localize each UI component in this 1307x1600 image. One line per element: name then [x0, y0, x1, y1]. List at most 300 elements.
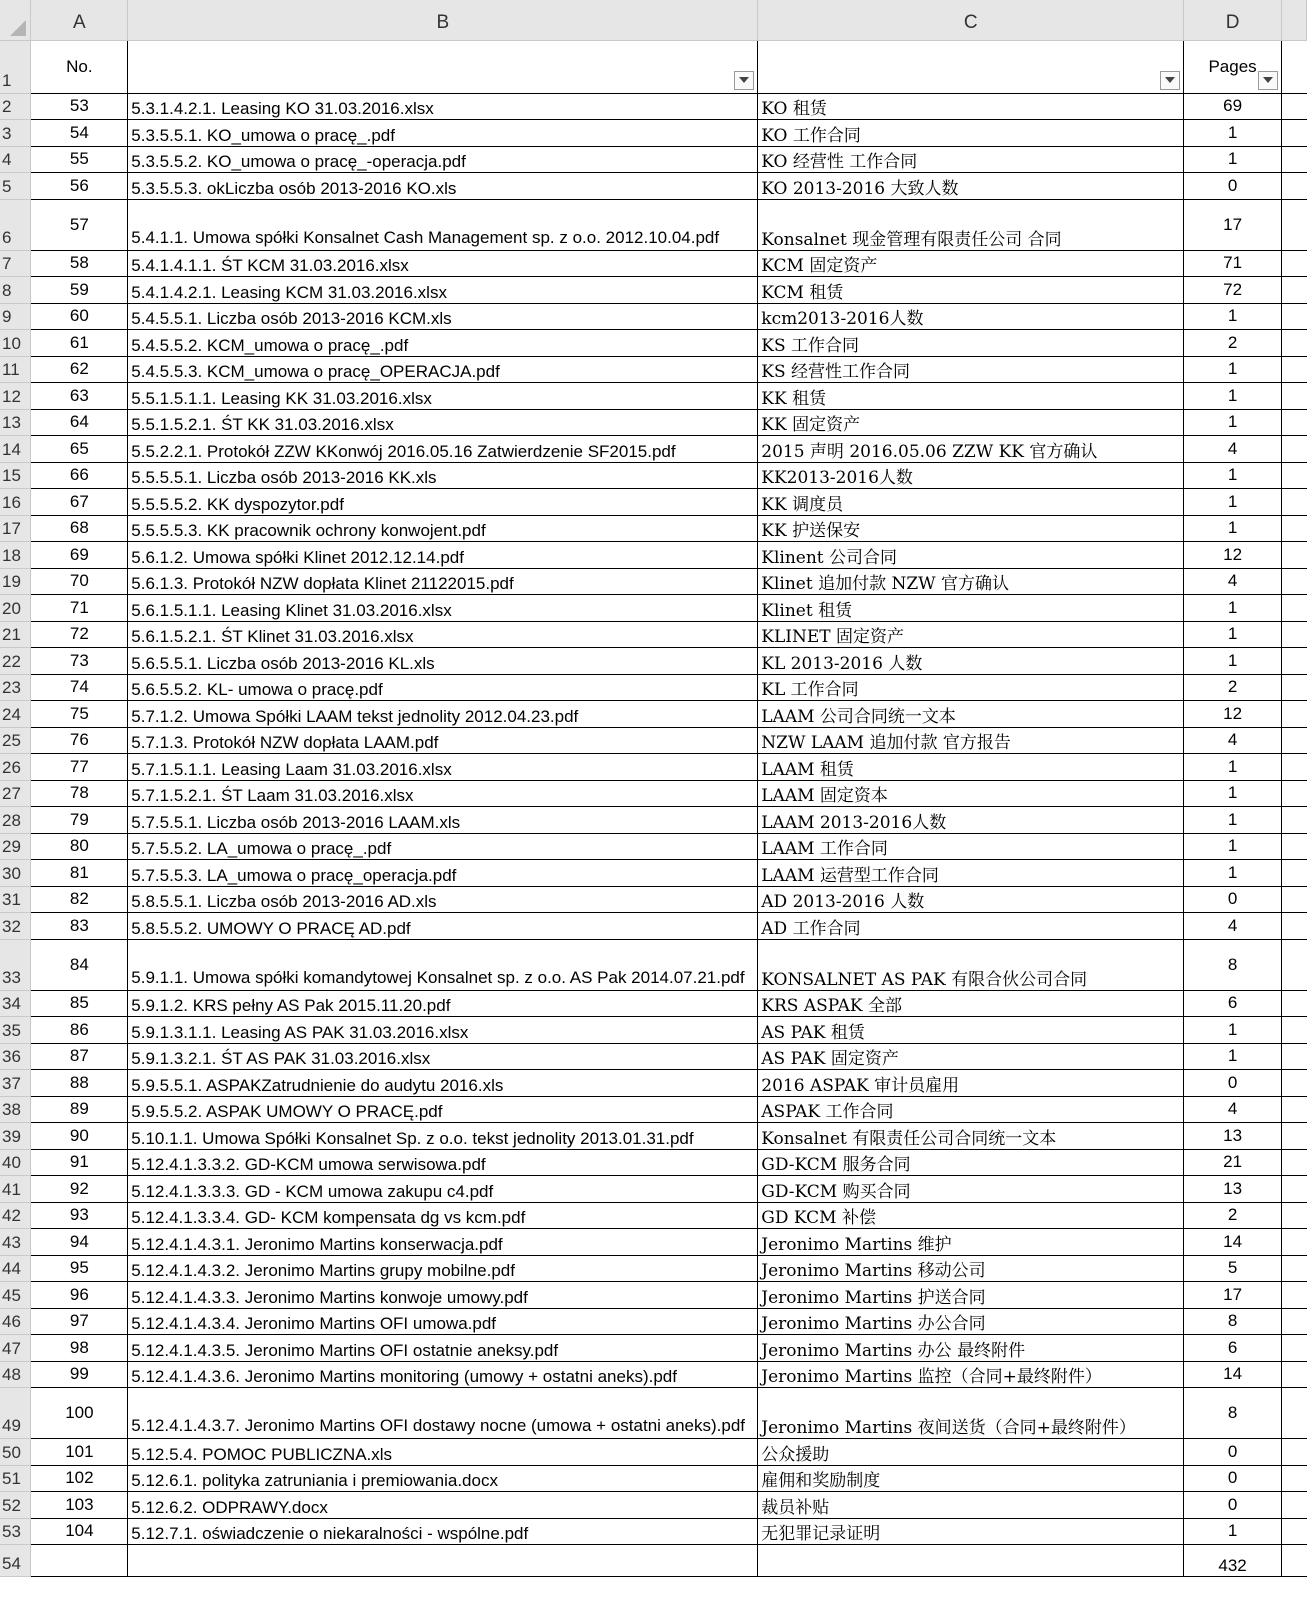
header-b-cell[interactable] [128, 40, 758, 93]
row-header[interactable]: 34 [0, 990, 31, 1017]
overflow-cell[interactable] [1282, 1123, 1307, 1150]
row-header[interactable]: 9 [0, 303, 31, 330]
cell-description[interactable]: AD 工作合同 [758, 913, 1184, 940]
cell-pages[interactable]: 72 [1184, 277, 1282, 304]
cell-no[interactable]: 77 [31, 754, 128, 781]
cell-no[interactable] [31, 1545, 128, 1577]
row-header[interactable]: 33 [0, 939, 31, 990]
overflow-cell[interactable] [1282, 40, 1307, 93]
row-header[interactable]: 42 [0, 1202, 31, 1229]
cell-no[interactable]: 101 [31, 1439, 128, 1466]
cell-no[interactable]: 73 [31, 648, 128, 675]
cell-filename[interactable]: 5.7.1.2. Umowa Spółki LAAM tekst jednolity 2012.04.23.pdf [128, 701, 758, 728]
cell-description[interactable]: Jeronimo Martins 维护 [758, 1229, 1184, 1256]
cell-no[interactable]: 98 [31, 1335, 128, 1362]
overflow-cell[interactable] [1282, 515, 1307, 542]
overflow-cell[interactable] [1282, 436, 1307, 463]
cell-no[interactable]: 62 [31, 356, 128, 383]
cell-filename[interactable]: 5.9.1.1. Umowa spółki komandytowej Konsalnet sp. z o.o. AS Pak 2014.07.21.pdf [128, 939, 758, 990]
cell-pages[interactable]: 1 [1184, 754, 1282, 781]
row-header[interactable]: 48 [0, 1361, 31, 1388]
cell-description[interactable]: 无犯罪记录证明 [758, 1518, 1184, 1545]
overflow-cell[interactable] [1282, 595, 1307, 622]
row-header[interactable]: 44 [0, 1255, 31, 1282]
cell-description[interactable]: KRS ASPAK 全部 [758, 990, 1184, 1017]
cell-pages[interactable]: 1 [1184, 648, 1282, 675]
cell-filename[interactable]: 5.4.5.5.1. Liczba osób 2013-2016 KCM.xls [128, 303, 758, 330]
cell-pages[interactable]: 2 [1184, 1202, 1282, 1229]
row-header[interactable]: 32 [0, 913, 31, 940]
row-header[interactable]: 16 [0, 489, 31, 516]
overflow-cell[interactable] [1282, 1465, 1307, 1492]
overflow-cell[interactable] [1282, 1255, 1307, 1282]
row-header[interactable]: 20 [0, 595, 31, 622]
cell-no[interactable]: 71 [31, 595, 128, 622]
overflow-cell[interactable] [1282, 93, 1307, 120]
cell-no[interactable]: 93 [31, 1202, 128, 1229]
row-header[interactable]: 11 [0, 356, 31, 383]
cell-no[interactable]: 82 [31, 886, 128, 913]
cell-description[interactable]: KL 工作合同 [758, 674, 1184, 701]
overflow-cell[interactable] [1282, 303, 1307, 330]
cell-filename[interactable]: 5.12.4.1.4.3.5. Jeronimo Martins OFI ostatnie aneksy.pdf [128, 1335, 758, 1362]
cell-filename[interactable]: 5.12.4.1.4.3.2. Jeronimo Martins grupy mobilne.pdf [128, 1255, 758, 1282]
cell-no[interactable]: 84 [31, 939, 128, 990]
cell-no[interactable]: 81 [31, 860, 128, 887]
cell-pages[interactable]: 0 [1184, 173, 1282, 200]
cell-no[interactable]: 79 [31, 807, 128, 834]
cell-description[interactable]: ASPAK 工作合同 [758, 1096, 1184, 1123]
row-header[interactable]: 5 [0, 173, 31, 200]
column-header-c[interactable]: C [758, 0, 1184, 40]
cell-pages[interactable]: 8 [1184, 1388, 1282, 1439]
cell-pages[interactable]: 2 [1184, 330, 1282, 357]
cell-description[interactable]: KS 工作合同 [758, 330, 1184, 357]
cell-filename[interactable]: 5.12.5.4. POMOC PUBLICZNA.xls [128, 1439, 758, 1466]
overflow-cell[interactable] [1282, 330, 1307, 357]
cell-pages[interactable]: 17 [1184, 199, 1282, 250]
cell-filename[interactable]: 5.4.1.4.2.1. Leasing KCM 31.03.2016.xlsx [128, 277, 758, 304]
cell-pages[interactable]: 1 [1184, 356, 1282, 383]
cell-description[interactable]: KK 护送保安 [758, 515, 1184, 542]
overflow-cell[interactable] [1282, 489, 1307, 516]
cell-filename[interactable]: 5.9.5.5.2. ASPAK UMOWY O PRACĘ.pdf [128, 1096, 758, 1123]
cell-filename[interactable]: 5.7.1.3. Protokół NZW dopłata LAAM.pdf [128, 727, 758, 754]
cell-no[interactable]: 66 [31, 462, 128, 489]
header-pages-cell[interactable] [1184, 40, 1282, 93]
cell-description[interactable]: KK 固定资产 [758, 409, 1184, 436]
cell-no[interactable]: 92 [31, 1176, 128, 1203]
filter-dropdown-button-c[interactable] [1160, 71, 1180, 90]
cell-pages[interactable]: 6 [1184, 1335, 1282, 1362]
row-header[interactable]: 39 [0, 1123, 31, 1150]
cell-filename[interactable]: 5.9.5.5.1. ASPAKZatrudnienie do audytu 2016.xls [128, 1070, 758, 1097]
cell-filename[interactable]: 5.12.4.1.4.3.6. Jeronimo Martins monitoring (umowy + ostatni aneks).pdf [128, 1361, 758, 1388]
cell-pages[interactable]: 17 [1184, 1282, 1282, 1309]
overflow-cell[interactable] [1282, 1229, 1307, 1256]
cell-filename[interactable]: 5.4.5.5.2. KCM_umowa o pracę_.pdf [128, 330, 758, 357]
cell-description[interactable]: Jeronimo Martins 移动公司 [758, 1255, 1184, 1282]
cell-description[interactable]: Klinet 追加付款 NZW 官方确认 [758, 568, 1184, 595]
overflow-cell[interactable] [1282, 648, 1307, 675]
row-header[interactable]: 41 [0, 1176, 31, 1203]
cell-no[interactable]: 90 [31, 1123, 128, 1150]
cell-pages[interactable]: 1 [1184, 146, 1282, 173]
cell-no[interactable]: 67 [31, 489, 128, 516]
cell-pages[interactable]: 1 [1184, 1043, 1282, 1070]
cell-filename[interactable] [128, 1545, 758, 1577]
column-header-d[interactable]: D [1184, 0, 1282, 40]
row-header[interactable]: 30 [0, 860, 31, 887]
cell-filename[interactable]: 5.12.4.1.3.3.2. GD-KCM umowa serwisowa.pdf [128, 1149, 758, 1176]
cell-description[interactable]: GD KCM 补偿 [758, 1202, 1184, 1229]
cell-filename[interactable]: 5.5.5.5.2. KK dyspozytor.pdf [128, 489, 758, 516]
overflow-cell[interactable] [1282, 250, 1307, 277]
cell-description[interactable] [758, 1545, 1184, 1577]
cell-description[interactable]: Konsalnet 有限责任公司合同统一文本 [758, 1123, 1184, 1150]
cell-filename[interactable]: 5.9.1.3.2.1. ŚT AS PAK 31.03.2016.xlsx [128, 1043, 758, 1070]
cell-no[interactable]: 99 [31, 1361, 128, 1388]
row-header[interactable]: 46 [0, 1308, 31, 1335]
overflow-cell[interactable] [1282, 807, 1307, 834]
row-header[interactable]: 31 [0, 886, 31, 913]
row-header[interactable]: 3 [0, 120, 31, 147]
cell-no[interactable]: 63 [31, 383, 128, 410]
cell-filename[interactable]: 5.4.1.1. Umowa spółki Konsalnet Cash Management sp. z o.o. 2012.10.04.pdf [128, 199, 758, 250]
cell-description[interactable]: Klinent 公司合同 [758, 542, 1184, 569]
overflow-cell[interactable] [1282, 409, 1307, 436]
cell-description[interactable]: Jeronimo Martins 监控（合同+最终附件） [758, 1361, 1184, 1388]
overflow-cell[interactable] [1282, 621, 1307, 648]
cell-no[interactable]: 88 [31, 1070, 128, 1097]
row-header[interactable]: 18 [0, 542, 31, 569]
overflow-cell[interactable] [1282, 542, 1307, 569]
cell-no[interactable]: 102 [31, 1465, 128, 1492]
row-header[interactable]: 19 [0, 568, 31, 595]
cell-description[interactable]: Jeronimo Martins 办公 最终附件 [758, 1335, 1184, 1362]
overflow-cell[interactable] [1282, 1545, 1307, 1577]
row-header[interactable]: 25 [0, 727, 31, 754]
overflow-cell[interactable] [1282, 1043, 1307, 1070]
overflow-cell[interactable] [1282, 913, 1307, 940]
filter-dropdown-button-b[interactable] [734, 71, 754, 90]
cell-filename[interactable]: 5.5.2.2.1. Protokół ZZW KKonwój 2016.05.16 Zatwierdzenie SF2015.pdf [128, 436, 758, 463]
cell-description[interactable]: 2016 ASPAK 审计员雇用 [758, 1070, 1184, 1097]
row-header[interactable]: 13 [0, 409, 31, 436]
cell-filename[interactable]: 5.4.5.5.3. KCM_umowa o pracę_OPERACJA.pdf [128, 356, 758, 383]
cell-no[interactable]: 97 [31, 1308, 128, 1335]
cell-pages[interactable]: 14 [1184, 1229, 1282, 1256]
overflow-cell[interactable] [1282, 383, 1307, 410]
cell-filename[interactable]: 5.7.5.5.2. LA_umowa o pracę_.pdf [128, 833, 758, 860]
cell-filename[interactable]: 5.8.5.5.1. Liczba osób 2013-2016 AD.xls [128, 886, 758, 913]
cell-no[interactable]: 55 [31, 146, 128, 173]
cell-filename[interactable]: 5.4.1.4.1.1. ŚT KCM 31.03.2016.xlsx [128, 250, 758, 277]
cell-pages[interactable]: 4 [1184, 727, 1282, 754]
cell-description[interactable]: KK2013-2016人数 [758, 462, 1184, 489]
row-header[interactable]: 40 [0, 1149, 31, 1176]
cell-filename[interactable]: 5.6.1.2. Umowa spółki Klinet 2012.12.14.pdf [128, 542, 758, 569]
cell-filename[interactable]: 5.6.5.5.1. Liczba osób 2013-2016 KL.xls [128, 648, 758, 675]
overflow-cell[interactable] [1282, 462, 1307, 489]
cell-filename[interactable]: 5.3.1.4.2.1. Leasing KO 31.03.2016.xlsx [128, 93, 758, 120]
cell-pages[interactable]: 1 [1184, 1518, 1282, 1545]
cell-description[interactable]: KONSALNET AS PAK 有限合伙公司合同 [758, 939, 1184, 990]
row-header[interactable]: 29 [0, 833, 31, 860]
cell-description[interactable]: KK 调度员 [758, 489, 1184, 516]
cell-pages[interactable]: 1 [1184, 780, 1282, 807]
cell-description[interactable]: KO 经营性 工作合同 [758, 146, 1184, 173]
cell-pages[interactable]: 1 [1184, 807, 1282, 834]
cell-pages[interactable]: 4 [1184, 568, 1282, 595]
cell-filename[interactable]: 5.5.5.5.1. Liczba osób 2013-2016 KK.xls [128, 462, 758, 489]
cell-description[interactable]: KS 经营性工作合同 [758, 356, 1184, 383]
row-header[interactable]: 1 [0, 40, 31, 93]
cell-filename[interactable]: 5.7.1.5.2.1. ŚT Laam 31.03.2016.xlsx [128, 780, 758, 807]
cell-pages[interactable]: 8 [1184, 1308, 1282, 1335]
row-header[interactable]: 35 [0, 1017, 31, 1044]
overflow-cell[interactable] [1282, 356, 1307, 383]
cell-pages[interactable]: 21 [1184, 1149, 1282, 1176]
cell-description[interactable]: KLINET 固定资产 [758, 621, 1184, 648]
row-header[interactable]: 51 [0, 1465, 31, 1492]
cell-pages[interactable]: 0 [1184, 886, 1282, 913]
cell-description[interactable]: KO 租赁 [758, 93, 1184, 120]
overflow-cell[interactable] [1282, 173, 1307, 200]
cell-description[interactable]: KO 2013-2016 大致人数 [758, 173, 1184, 200]
cell-pages-total[interactable]: 432 [1184, 1545, 1282, 1577]
cell-filename[interactable]: 5.12.7.1. oświadczenie o niekaralności - wspólne.pdf [128, 1518, 758, 1545]
row-header[interactable]: 10 [0, 330, 31, 357]
cell-filename[interactable]: 5.12.4.1.4.3.1. Jeronimo Martins konserwacja.pdf [128, 1229, 758, 1256]
column-header-b[interactable]: B [128, 0, 758, 40]
cell-pages[interactable]: 2 [1184, 674, 1282, 701]
header-no-cell[interactable] [31, 40, 128, 93]
cell-no[interactable]: 57 [31, 199, 128, 250]
cell-description[interactable]: LAAM 公司合同统一文本 [758, 701, 1184, 728]
cell-description[interactable]: kcm2013-2016人数 [758, 303, 1184, 330]
cell-pages[interactable]: 1 [1184, 489, 1282, 516]
overflow-cell[interactable] [1282, 1335, 1307, 1362]
cell-filename[interactable]: 5.6.1.5.1.1. Leasing Klinet 31.03.2016.xlsx [128, 595, 758, 622]
cell-description[interactable]: KCM 固定资产 [758, 250, 1184, 277]
cell-pages[interactable]: 8 [1184, 939, 1282, 990]
overflow-cell[interactable] [1282, 727, 1307, 754]
overflow-cell[interactable] [1282, 701, 1307, 728]
overflow-cell[interactable] [1282, 1017, 1307, 1044]
cell-pages[interactable]: 4 [1184, 913, 1282, 940]
overflow-cell[interactable] [1282, 146, 1307, 173]
cell-description[interactable]: Jeronimo Martins 夜间送货（合同+最终附件） [758, 1388, 1184, 1439]
cell-filename[interactable]: 5.7.5.5.3. LA_umowa o pracę_operacja.pdf [128, 860, 758, 887]
row-header[interactable]: 54 [0, 1545, 31, 1577]
row-header[interactable]: 12 [0, 383, 31, 410]
cell-filename[interactable]: 5.12.4.1.3.3.3. GD - KCM umowa zakupu c4.pdf [128, 1176, 758, 1203]
overflow-cell[interactable] [1282, 939, 1307, 990]
row-header[interactable]: 28 [0, 807, 31, 834]
row-header[interactable]: 22 [0, 648, 31, 675]
row-header[interactable]: 45 [0, 1282, 31, 1309]
cell-no[interactable]: 70 [31, 568, 128, 595]
cell-pages[interactable]: 0 [1184, 1465, 1282, 1492]
cell-no[interactable]: 59 [31, 277, 128, 304]
cell-filename[interactable]: 5.6.1.5.2.1. ŚT Klinet 31.03.2016.xlsx [128, 621, 758, 648]
cell-pages[interactable]: 4 [1184, 1096, 1282, 1123]
cell-pages[interactable]: 12 [1184, 542, 1282, 569]
overflow-cell[interactable] [1282, 568, 1307, 595]
cell-filename[interactable]: 5.12.4.1.4.3.4. Jeronimo Martins OFI umowa.pdf [128, 1308, 758, 1335]
cell-description[interactable]: LAAM 租赁 [758, 754, 1184, 781]
cell-no[interactable]: 69 [31, 542, 128, 569]
cell-description[interactable]: KL 2013-2016 人数 [758, 648, 1184, 675]
cell-filename[interactable]: 5.5.1.5.1.1. Leasing KK 31.03.2016.xlsx [128, 383, 758, 410]
cell-filename[interactable]: 5.6.1.3. Protokół NZW dopłata Klinet 21122015.pdf [128, 568, 758, 595]
cell-filename[interactable]: 5.12.4.1.4.3.7. Jeronimo Martins OFI dostawy nocne (umowa + ostatni aneks).pdf [128, 1388, 758, 1439]
cell-no[interactable]: 103 [31, 1492, 128, 1519]
cell-description[interactable]: KK 租赁 [758, 383, 1184, 410]
overflow-cell[interactable] [1282, 1361, 1307, 1388]
cell-filename[interactable]: 5.9.1.3.1.1. Leasing AS PAK 31.03.2016.xlsx [128, 1017, 758, 1044]
row-header[interactable]: 21 [0, 621, 31, 648]
overflow-cell[interactable] [1282, 1202, 1307, 1229]
select-all-corner[interactable] [0, 0, 31, 40]
cell-filename[interactable]: 5.12.4.1.4.3.3. Jeronimo Martins konwoje umowy.pdf [128, 1282, 758, 1309]
cell-filename[interactable]: 5.6.5.5.2. KL- umowa o pracę.pdf [128, 674, 758, 701]
overflow-cell[interactable] [1282, 860, 1307, 887]
cell-description[interactable]: GD-KCM 服务合同 [758, 1149, 1184, 1176]
overflow-cell[interactable] [1282, 120, 1307, 147]
cell-filename[interactable]: 5.3.5.5.1. KO_umowa o pracę_.pdf [128, 120, 758, 147]
cell-description[interactable]: LAAM 运营型工作合同 [758, 860, 1184, 887]
cell-no[interactable]: 83 [31, 913, 128, 940]
cell-no[interactable]: 75 [31, 701, 128, 728]
cell-pages[interactable]: 13 [1184, 1123, 1282, 1150]
cell-description[interactable]: KCM 租赁 [758, 277, 1184, 304]
cell-pages[interactable]: 13 [1184, 1176, 1282, 1203]
cell-description[interactable]: NZW LAAM 追加付款 官方报告 [758, 727, 1184, 754]
cell-pages[interactable]: 1 [1184, 860, 1282, 887]
cell-description[interactable]: Jeronimo Martins 护送合同 [758, 1282, 1184, 1309]
overflow-cell[interactable] [1282, 277, 1307, 304]
cell-description[interactable]: LAAM 工作合同 [758, 833, 1184, 860]
cell-filename[interactable]: 5.12.4.1.3.3.4. GD- KCM kompensata dg vs kcm.pdf [128, 1202, 758, 1229]
row-header[interactable]: 36 [0, 1043, 31, 1070]
cell-description[interactable]: AD 2013-2016 人数 [758, 886, 1184, 913]
overflow-cell[interactable] [1282, 833, 1307, 860]
cell-no[interactable]: 76 [31, 727, 128, 754]
row-header[interactable]: 7 [0, 250, 31, 277]
row-header[interactable]: 17 [0, 515, 31, 542]
cell-filename[interactable]: 5.3.5.5.3. okLiczba osób 2013-2016 KO.xls [128, 173, 758, 200]
cell-pages[interactable]: 5 [1184, 1255, 1282, 1282]
cell-no[interactable]: 86 [31, 1017, 128, 1044]
cell-description[interactable]: 公众援助 [758, 1439, 1184, 1466]
cell-pages[interactable]: 0 [1184, 1070, 1282, 1097]
row-header[interactable]: 4 [0, 146, 31, 173]
cell-no[interactable]: 68 [31, 515, 128, 542]
cell-pages[interactable]: 12 [1184, 701, 1282, 728]
cell-no[interactable]: 96 [31, 1282, 128, 1309]
cell-description[interactable]: Jeronimo Martins 办公合同 [758, 1308, 1184, 1335]
cell-pages[interactable]: 71 [1184, 250, 1282, 277]
row-header[interactable]: 26 [0, 754, 31, 781]
cell-no[interactable]: 94 [31, 1229, 128, 1256]
cell-no[interactable]: 58 [31, 250, 128, 277]
cell-pages[interactable]: 1 [1184, 833, 1282, 860]
overflow-cell[interactable] [1282, 674, 1307, 701]
row-header[interactable]: 14 [0, 436, 31, 463]
row-header[interactable]: 38 [0, 1096, 31, 1123]
cell-description[interactable]: GD-KCM 购买合同 [758, 1176, 1184, 1203]
row-header[interactable]: 23 [0, 674, 31, 701]
cell-filename[interactable]: 5.12.6.1. polityka zatruniania i premiowania.docx [128, 1465, 758, 1492]
cell-pages[interactable]: 1 [1184, 303, 1282, 330]
cell-no[interactable]: 61 [31, 330, 128, 357]
cell-pages[interactable]: 69 [1184, 93, 1282, 120]
cell-no[interactable]: 56 [31, 173, 128, 200]
overflow-cell[interactable] [1282, 199, 1307, 250]
row-header[interactable]: 50 [0, 1439, 31, 1466]
cell-filename[interactable]: 5.7.1.5.1.1. Leasing Laam 31.03.2016.xlsx [128, 754, 758, 781]
overflow-cell[interactable] [1282, 1308, 1307, 1335]
cell-filename[interactable]: 5.10.1.1. Umowa Spółki Konsalnet Sp. z o.o. tekst jednolity 2013.01.31.pdf [128, 1123, 758, 1150]
cell-no[interactable]: 104 [31, 1518, 128, 1545]
cell-pages[interactable]: 1 [1184, 409, 1282, 436]
overflow-cell[interactable] [1282, 1439, 1307, 1466]
cell-description[interactable]: 裁员补贴 [758, 1492, 1184, 1519]
cell-pages[interactable]: 4 [1184, 436, 1282, 463]
cell-no[interactable]: 78 [31, 780, 128, 807]
cell-pages[interactable]: 1 [1184, 383, 1282, 410]
row-header[interactable]: 52 [0, 1492, 31, 1519]
overflow-cell[interactable] [1282, 1176, 1307, 1203]
row-header[interactable]: 53 [0, 1518, 31, 1545]
cell-no[interactable]: 91 [31, 1149, 128, 1176]
cell-pages[interactable]: 1 [1184, 595, 1282, 622]
column-header-a[interactable]: A [31, 0, 128, 40]
overflow-cell[interactable] [1282, 1518, 1307, 1545]
cell-no[interactable]: 87 [31, 1043, 128, 1070]
cell-no[interactable]: 80 [31, 833, 128, 860]
cell-no[interactable]: 85 [31, 990, 128, 1017]
cell-filename[interactable]: 5.3.5.5.2. KO_umowa o pracę_-operacja.pdf [128, 146, 758, 173]
overflow-cell[interactable] [1282, 1492, 1307, 1519]
cell-description[interactable]: 2015 声明 2016.05.06 ZZW KK 官方确认 [758, 436, 1184, 463]
filter-dropdown-button-d[interactable] [1258, 71, 1278, 90]
cell-no[interactable]: 54 [31, 120, 128, 147]
row-header[interactable]: 24 [0, 701, 31, 728]
cell-pages[interactable]: 1 [1184, 621, 1282, 648]
cell-pages[interactable]: 1 [1184, 515, 1282, 542]
cell-no[interactable]: 95 [31, 1255, 128, 1282]
cell-no[interactable]: 74 [31, 674, 128, 701]
cell-no[interactable]: 89 [31, 1096, 128, 1123]
overflow-cell[interactable] [1282, 990, 1307, 1017]
overflow-cell[interactable] [1282, 1388, 1307, 1439]
cell-description[interactable]: AS PAK 租赁 [758, 1017, 1184, 1044]
row-header[interactable]: 2 [0, 93, 31, 120]
cell-no[interactable]: 53 [31, 93, 128, 120]
overflow-cell[interactable] [1282, 780, 1307, 807]
cell-description[interactable]: LAAM 2013-2016人数 [758, 807, 1184, 834]
cell-pages[interactable]: 1 [1184, 462, 1282, 489]
row-header[interactable]: 47 [0, 1335, 31, 1362]
cell-description[interactable]: Konsalnet 现金管理有限责任公司 合同 [758, 199, 1184, 250]
row-header[interactable]: 8 [0, 277, 31, 304]
cell-pages[interactable]: 1 [1184, 1017, 1282, 1044]
cell-filename[interactable]: 5.9.1.2. KRS pełny AS Pak 2015.11.20.pdf [128, 990, 758, 1017]
cell-pages[interactable]: 6 [1184, 990, 1282, 1017]
